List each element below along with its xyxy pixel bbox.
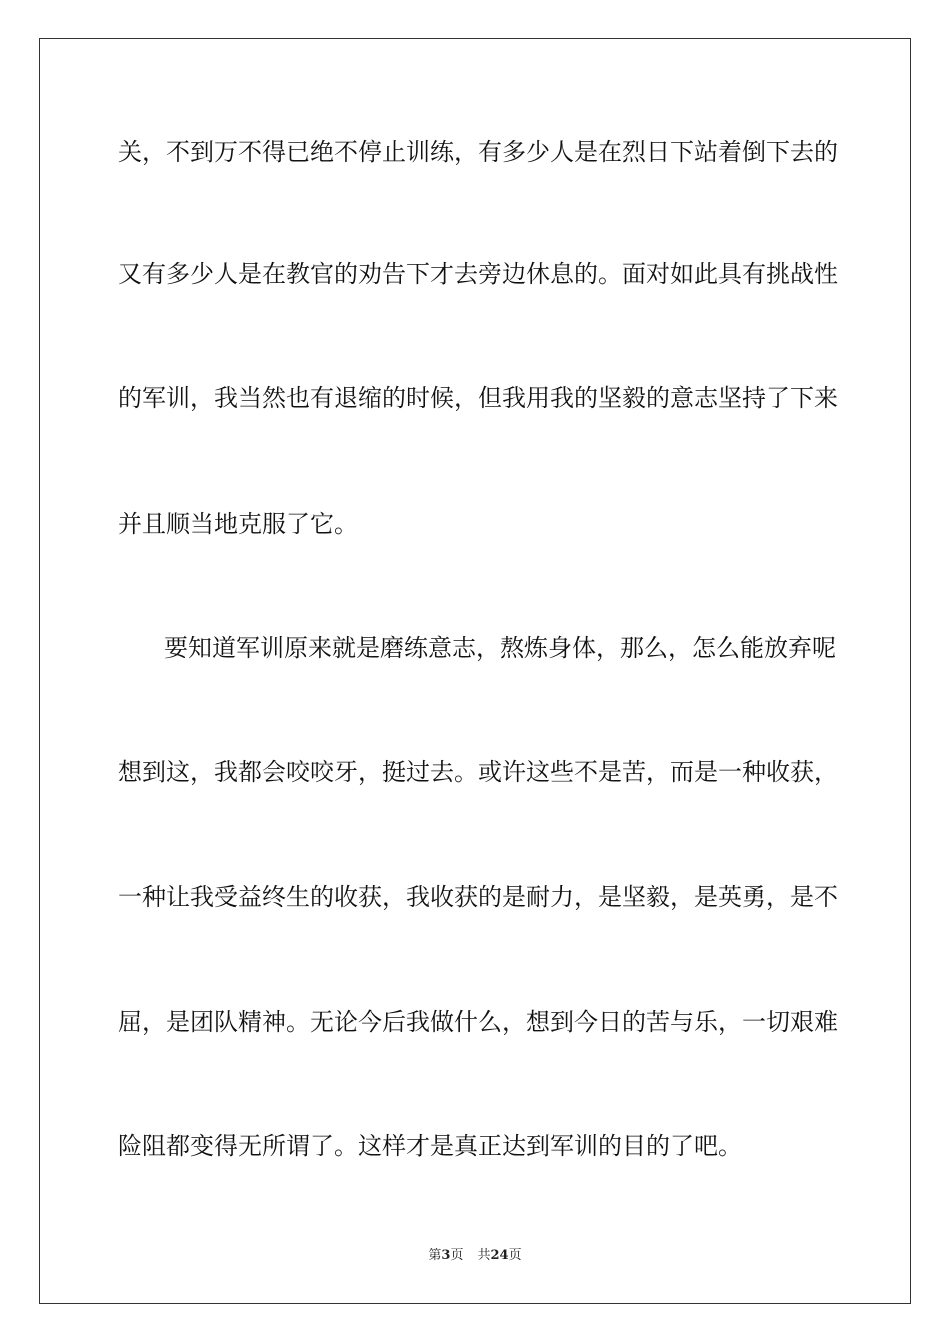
paragraph-line-4: 并且顺当地克服了它。 — [118, 510, 358, 538]
paragraph-line-6: 想到这，我都会咬咬牙，挺过去。或许这些不是苦，而是一种收获， — [118, 758, 838, 786]
paragraph-line-9: 险阻都变得无所谓了。这样才是真正达到军训的目的了吧。 — [118, 1132, 742, 1160]
page-total: 共24页 — [477, 1248, 522, 1263]
paragraph-line-3: 的军训，我当然也有退缩的时候，但我用我的坚毅的意志坚持了下来 — [118, 384, 838, 412]
paragraph-line-1: 关，不到万不得已绝不停止训练，有多少人是在烈日下站着倒下去的 — [118, 138, 838, 166]
paragraph-line-8: 屈，是团队精神。无论今后我做什么，想到今日的苦与乐，一切艰难 — [118, 1008, 838, 1036]
page-number: 第3页 — [428, 1248, 464, 1263]
paragraph-line-7: 一种让我受益终生的收获，我收获的是耐力，是坚毅，是英勇，是不 — [118, 883, 838, 911]
page-footer — [0, 1248, 950, 1264]
page-border — [39, 38, 911, 1304]
paragraph-line-2: 又有多少人是在教官的劝告下才去旁边休息的。面对如此具有挑战性 — [118, 260, 838, 288]
paragraph-line-5: 要知道军训原来就是磨练意志，熬炼身体，那么，怎么能放弃呢 — [164, 634, 836, 662]
